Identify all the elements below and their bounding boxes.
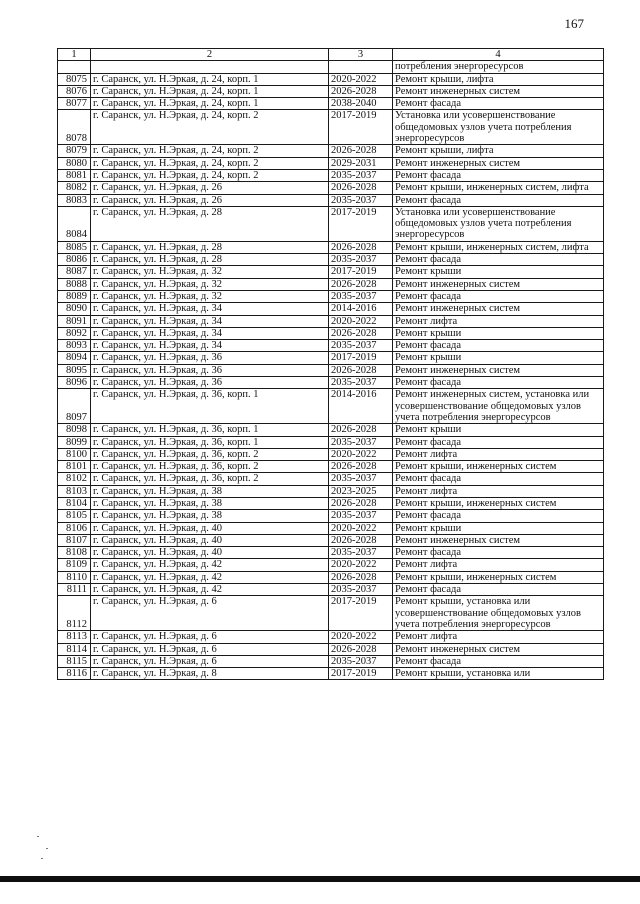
row-number-cell: 8088 bbox=[58, 278, 91, 290]
column-header-1: 1 bbox=[58, 49, 91, 61]
work-type-cell: Ремонт лифта bbox=[393, 315, 604, 327]
table-row bbox=[58, 110, 604, 145]
work-type-cell: Ремонт фасада bbox=[393, 547, 604, 559]
period-cell: 2026-2028 bbox=[329, 145, 393, 157]
work-type-cell: Ремонт инженерных систем bbox=[393, 85, 604, 97]
row-number-cell: 8111 bbox=[58, 584, 91, 596]
scan-speck bbox=[46, 848, 48, 849]
work-type-cell: Ремонт крыши bbox=[393, 352, 604, 364]
table-row bbox=[58, 266, 604, 278]
column-header-2: 2 bbox=[91, 49, 329, 61]
row-number-cell: 8108 bbox=[58, 547, 91, 559]
period-cell bbox=[329, 61, 393, 73]
work-type-cell: Ремонт крыши bbox=[393, 522, 604, 534]
work-type-cell: Ремонт крыши, лифта bbox=[393, 73, 604, 85]
repair-schedule-table bbox=[57, 48, 604, 680]
table-row bbox=[58, 327, 604, 339]
period-cell: 2020-2022 bbox=[329, 315, 393, 327]
table-row bbox=[58, 85, 604, 97]
address-cell: г. Саранск, ул. Н.Эркая, д. 6 bbox=[91, 643, 329, 655]
period-cell: 2038-2040 bbox=[329, 98, 393, 110]
work-type-cell: Ремонт фасада bbox=[393, 254, 604, 266]
period-cell: 2035-2037 bbox=[329, 473, 393, 485]
address-cell: г. Саранск, ул. Н.Эркая, д. 24, корп. 2 bbox=[91, 169, 329, 181]
period-cell: 2014-2016 bbox=[329, 303, 393, 315]
address-cell: г. Саранск, ул. Н.Эркая, д. 36, корп. 1 bbox=[91, 389, 329, 424]
row-number-cell: 8100 bbox=[58, 448, 91, 460]
work-type-cell: Ремонт фасада bbox=[393, 377, 604, 389]
row-number-cell: 8080 bbox=[58, 157, 91, 169]
period-cell: 2017-2019 bbox=[329, 352, 393, 364]
work-type-cell: Ремонт крыши bbox=[393, 327, 604, 339]
period-cell: 2026-2028 bbox=[329, 643, 393, 655]
table-row bbox=[58, 315, 604, 327]
work-type-cell: потребления энергоресурсов bbox=[393, 61, 604, 73]
work-type-cell: Ремонт крыши, установка или bbox=[393, 668, 604, 680]
work-type-cell: Ремонт крыши bbox=[393, 266, 604, 278]
period-cell: 2026-2028 bbox=[329, 534, 393, 546]
row-number-cell: 8091 bbox=[58, 315, 91, 327]
row-number-cell: 8090 bbox=[58, 303, 91, 315]
row-number-cell: 8098 bbox=[58, 424, 91, 436]
period-cell: 2026-2028 bbox=[329, 278, 393, 290]
column-header-4: 4 bbox=[393, 49, 604, 61]
work-type-cell: Ремонт фасада bbox=[393, 655, 604, 667]
period-cell: 2035-2037 bbox=[329, 377, 393, 389]
row-number-cell: 8114 bbox=[58, 643, 91, 655]
period-cell: 2020-2022 bbox=[329, 522, 393, 534]
address-cell: г. Саранск, ул. Н.Эркая, д. 42 bbox=[91, 584, 329, 596]
work-type-cell: Ремонт крыши, инженерных систем, лифта bbox=[393, 182, 604, 194]
address-cell: г. Саранск, ул. Н.Эркая, д. 34 bbox=[91, 303, 329, 315]
work-type-cell: Ремонт инженерных систем bbox=[393, 157, 604, 169]
address-cell: г. Саранск, ул. Н.Эркая, д. 24, корп. 2 bbox=[91, 145, 329, 157]
work-type-cell: Ремонт лифта bbox=[393, 448, 604, 460]
column-header-3: 3 bbox=[329, 49, 393, 61]
table-header-row bbox=[58, 49, 604, 61]
row-number-cell: 8078 bbox=[58, 110, 91, 145]
address-cell: г. Саранск, ул. Н.Эркая, д. 34 bbox=[91, 340, 329, 352]
table-row bbox=[58, 510, 604, 522]
scan-speck bbox=[37, 836, 39, 837]
table-row bbox=[58, 352, 604, 364]
row-number-cell: 8105 bbox=[58, 510, 91, 522]
period-cell: 2023-2025 bbox=[329, 485, 393, 497]
address-cell: г. Саранск, ул. Н.Эркая, д. 36, корп. 2 bbox=[91, 473, 329, 485]
period-cell: 2026-2028 bbox=[329, 364, 393, 376]
work-type-cell: Ремонт инженерных систем bbox=[393, 364, 604, 376]
row-number-cell: 8081 bbox=[58, 169, 91, 181]
work-type-cell: Ремонт инженерных систем bbox=[393, 643, 604, 655]
address-cell: г. Саранск, ул. Н.Эркая, д. 28 bbox=[91, 254, 329, 266]
work-type-cell: Ремонт крыши, инженерных систем bbox=[393, 497, 604, 509]
work-type-cell: Ремонт крыши, инженерных систем bbox=[393, 571, 604, 583]
table-row bbox=[58, 497, 604, 509]
period-cell: 2035-2037 bbox=[329, 340, 393, 352]
period-cell: 2026-2028 bbox=[329, 424, 393, 436]
row-number-cell: 8116 bbox=[58, 668, 91, 680]
row-number-cell: 8086 bbox=[58, 254, 91, 266]
row-number-cell: 8106 bbox=[58, 522, 91, 534]
work-type-cell: Ремонт инженерных систем, установка или усовершенствование общедомовых узлов учета потребления энергоресурсов bbox=[393, 389, 604, 424]
table-row bbox=[58, 389, 604, 424]
period-cell: 2017-2019 bbox=[329, 110, 393, 145]
period-cell: 2035-2037 bbox=[329, 169, 393, 181]
work-type-cell: Ремонт крыши bbox=[393, 424, 604, 436]
address-cell: г. Саранск, ул. Н.Эркая, д. 28 bbox=[91, 241, 329, 253]
period-cell: 2026-2028 bbox=[329, 85, 393, 97]
table-row bbox=[58, 278, 604, 290]
period-cell: 2035-2037 bbox=[329, 655, 393, 667]
period-cell: 2014-2016 bbox=[329, 389, 393, 424]
work-type-cell: Ремонт крыши, инженерных систем, лифта bbox=[393, 241, 604, 253]
table-row bbox=[58, 206, 604, 241]
row-number-cell: 8079 bbox=[58, 145, 91, 157]
address-cell: г. Саранск, ул. Н.Эркая, д. 40 bbox=[91, 534, 329, 546]
period-cell: 2026-2028 bbox=[329, 497, 393, 509]
work-type-cell: Ремонт инженерных систем bbox=[393, 534, 604, 546]
address-cell: г. Саранск, ул. Н.Эркая, д. 26 bbox=[91, 182, 329, 194]
table-row bbox=[58, 254, 604, 266]
table-row bbox=[58, 377, 604, 389]
address-cell: г. Саранск, ул. Н.Эркая, д. 34 bbox=[91, 315, 329, 327]
work-type-cell: Ремонт лифта bbox=[393, 485, 604, 497]
table-row bbox=[58, 584, 604, 596]
period-cell: 2035-2037 bbox=[329, 436, 393, 448]
table-row bbox=[58, 241, 604, 253]
work-type-cell: Установка или усовершенствование общедомовых узлов учета потребления энергоресурсов bbox=[393, 110, 604, 145]
work-type-cell: Ремонт фасада bbox=[393, 584, 604, 596]
row-number-cell: 8112 bbox=[58, 596, 91, 631]
table-row bbox=[58, 571, 604, 583]
row-number-cell: 8101 bbox=[58, 461, 91, 473]
period-cell: 2026-2028 bbox=[329, 461, 393, 473]
row-number-cell: 8103 bbox=[58, 485, 91, 497]
address-cell: г. Саранск, ул. Н.Эркая, д. 6 bbox=[91, 655, 329, 667]
table-row bbox=[58, 461, 604, 473]
row-number-cell: 8102 bbox=[58, 473, 91, 485]
work-type-cell: Ремонт фасада bbox=[393, 290, 604, 302]
address-cell: г. Саранск, ул. Н.Эркая, д. 24, корп. 1 bbox=[91, 85, 329, 97]
work-type-cell: Ремонт крыши, лифта bbox=[393, 145, 604, 157]
address-cell: г. Саранск, ул. Н.Эркая, д. 38 bbox=[91, 485, 329, 497]
table-row bbox=[58, 364, 604, 376]
period-cell: 2020-2022 bbox=[329, 73, 393, 85]
work-type-cell: Ремонт лифта bbox=[393, 559, 604, 571]
address-cell: г. Саранск, ул. Н.Эркая, д. 38 bbox=[91, 510, 329, 522]
address-cell: г. Саранск, ул. Н.Эркая, д. 36 bbox=[91, 352, 329, 364]
address-cell: г. Саранск, ул. Н.Эркая, д. 24, корп. 2 bbox=[91, 157, 329, 169]
table-row bbox=[58, 73, 604, 85]
address-cell: г. Саранск, ул. Н.Эркая, д. 32 bbox=[91, 278, 329, 290]
table-row bbox=[58, 448, 604, 460]
row-number-cell: 8084 bbox=[58, 206, 91, 241]
address-cell: г. Саранск, ул. Н.Эркая, д. 36, корп. 2 bbox=[91, 448, 329, 460]
table-row bbox=[58, 145, 604, 157]
period-cell: 2035-2037 bbox=[329, 547, 393, 559]
table-row bbox=[58, 596, 604, 631]
address-cell: г. Саранск, ул. Н.Эркая, д. 6 bbox=[91, 631, 329, 643]
row-number-cell: 8110 bbox=[58, 571, 91, 583]
row-number-cell: 8077 bbox=[58, 98, 91, 110]
address-cell: г. Саранск, ул. Н.Эркая, д. 8 bbox=[91, 668, 329, 680]
row-number-cell: 8095 bbox=[58, 364, 91, 376]
address-cell: г. Саранск, ул. Н.Эркая, д. 24, корп. 1 bbox=[91, 98, 329, 110]
row-number-cell: 8097 bbox=[58, 389, 91, 424]
work-type-cell: Ремонт фасада bbox=[393, 340, 604, 352]
work-type-cell: Ремонт инженерных систем bbox=[393, 303, 604, 315]
table-row bbox=[58, 303, 604, 315]
row-number-cell: 8075 bbox=[58, 73, 91, 85]
work-type-cell: Ремонт крыши, установка или усовершенствование общедомовых узлов учета потребления энергоресурсов bbox=[393, 596, 604, 631]
row-number-cell: 8113 bbox=[58, 631, 91, 643]
address-cell: г. Саранск, ул. Н.Эркая, д. 42 bbox=[91, 559, 329, 571]
period-cell: 2035-2037 bbox=[329, 510, 393, 522]
work-type-cell: Ремонт инженерных систем bbox=[393, 278, 604, 290]
table-row bbox=[58, 668, 604, 680]
row-number-cell: 8092 bbox=[58, 327, 91, 339]
row-number-cell: 8085 bbox=[58, 241, 91, 253]
address-cell: г. Саранск, ул. Н.Эркая, д. 38 bbox=[91, 497, 329, 509]
address-cell: г. Саранск, ул. Н.Эркая, д. 42 bbox=[91, 571, 329, 583]
row-number-cell: 8083 bbox=[58, 194, 91, 206]
work-type-cell: Ремонт лифта bbox=[393, 631, 604, 643]
address-cell bbox=[91, 61, 329, 73]
work-type-cell: Ремонт крыши, инженерных систем bbox=[393, 461, 604, 473]
period-cell: 2017-2019 bbox=[329, 596, 393, 631]
address-cell: г. Саранск, ул. Н.Эркая, д. 34 bbox=[91, 327, 329, 339]
row-number-cell: 8109 bbox=[58, 559, 91, 571]
address-cell: г. Саранск, ул. Н.Эркая, д. 24, корп. 1 bbox=[91, 73, 329, 85]
address-cell: г. Саранск, ул. Н.Эркая, д. 40 bbox=[91, 522, 329, 534]
table-row bbox=[58, 290, 604, 302]
address-cell: г. Саранск, ул. Н.Эркая, д. 40 bbox=[91, 547, 329, 559]
row-number-cell bbox=[58, 61, 91, 73]
scan-edge-bar bbox=[0, 876, 640, 882]
table-row bbox=[58, 559, 604, 571]
work-type-cell: Ремонт фасада bbox=[393, 194, 604, 206]
row-number-cell: 8089 bbox=[58, 290, 91, 302]
row-number-cell: 8082 bbox=[58, 182, 91, 194]
table-row bbox=[58, 157, 604, 169]
page-number: 167 bbox=[564, 16, 584, 31]
period-cell: 2017-2019 bbox=[329, 266, 393, 278]
period-cell: 2020-2022 bbox=[329, 559, 393, 571]
work-type-cell: Ремонт фасада bbox=[393, 169, 604, 181]
address-cell: г. Саранск, ул. Н.Эркая, д. 36 bbox=[91, 364, 329, 376]
work-type-cell: Ремонт фасада bbox=[393, 510, 604, 522]
row-number-cell: 8115 bbox=[58, 655, 91, 667]
address-cell: г. Саранск, ул. Н.Эркая, д. 36, корп. 1 bbox=[91, 436, 329, 448]
table-row bbox=[58, 631, 604, 643]
period-cell: 2026-2028 bbox=[329, 241, 393, 253]
table-row bbox=[58, 61, 604, 73]
address-cell: г. Саранск, ул. Н.Эркая, д. 32 bbox=[91, 266, 329, 278]
address-cell: г. Саранск, ул. Н.Эркая, д. 6 bbox=[91, 596, 329, 631]
period-cell: 2029-2031 bbox=[329, 157, 393, 169]
row-number-cell: 8087 bbox=[58, 266, 91, 278]
period-cell: 2017-2019 bbox=[329, 668, 393, 680]
work-type-cell: Ремонт фасада bbox=[393, 436, 604, 448]
work-type-cell: Ремонт фасада bbox=[393, 473, 604, 485]
row-number-cell: 8104 bbox=[58, 497, 91, 509]
row-number-cell: 8099 bbox=[58, 436, 91, 448]
table-row bbox=[58, 98, 604, 110]
address-cell: г. Саранск, ул. Н.Эркая, д. 36, корп. 2 bbox=[91, 461, 329, 473]
address-cell: г. Саранск, ул. Н.Эркая, д. 36, корп. 1 bbox=[91, 424, 329, 436]
row-number-cell: 8093 bbox=[58, 340, 91, 352]
period-cell: 2020-2022 bbox=[329, 631, 393, 643]
period-cell: 2026-2028 bbox=[329, 182, 393, 194]
address-cell: г. Саранск, ул. Н.Эркая, д. 28 bbox=[91, 206, 329, 241]
row-number-cell: 8107 bbox=[58, 534, 91, 546]
table-row bbox=[58, 182, 604, 194]
row-number-cell: 8096 bbox=[58, 377, 91, 389]
scan-speck bbox=[41, 858, 43, 859]
work-type-cell: Установка или усовершенствование общедомовых узлов учета потребления энергоресурсов bbox=[393, 206, 604, 241]
address-cell: г. Саранск, ул. Н.Эркая, д. 36 bbox=[91, 377, 329, 389]
period-cell: 2035-2037 bbox=[329, 290, 393, 302]
period-cell: 2026-2028 bbox=[329, 571, 393, 583]
table-row bbox=[58, 194, 604, 206]
address-cell: г. Саранск, ул. Н.Эркая, д. 32 bbox=[91, 290, 329, 302]
period-cell: 2035-2037 bbox=[329, 194, 393, 206]
period-cell: 2017-2019 bbox=[329, 206, 393, 241]
table-row bbox=[58, 655, 604, 667]
period-cell: 2035-2037 bbox=[329, 254, 393, 266]
table-row bbox=[58, 485, 604, 497]
table-row bbox=[58, 473, 604, 485]
period-cell: 2020-2022 bbox=[329, 448, 393, 460]
table-row bbox=[58, 340, 604, 352]
period-cell: 2026-2028 bbox=[329, 327, 393, 339]
address-cell: г. Саранск, ул. Н.Эркая, д. 26 bbox=[91, 194, 329, 206]
row-number-cell: 8076 bbox=[58, 85, 91, 97]
address-cell: г. Саранск, ул. Н.Эркая, д. 24, корп. 2 bbox=[91, 110, 329, 145]
work-type-cell: Ремонт фасада bbox=[393, 98, 604, 110]
table-row bbox=[58, 522, 604, 534]
table-row bbox=[58, 547, 604, 559]
table-row bbox=[58, 643, 604, 655]
period-cell: 2035-2037 bbox=[329, 584, 393, 596]
table-row bbox=[58, 424, 604, 436]
table-row bbox=[58, 534, 604, 546]
table-row bbox=[58, 169, 604, 181]
row-number-cell: 8094 bbox=[58, 352, 91, 364]
table-row bbox=[58, 436, 604, 448]
